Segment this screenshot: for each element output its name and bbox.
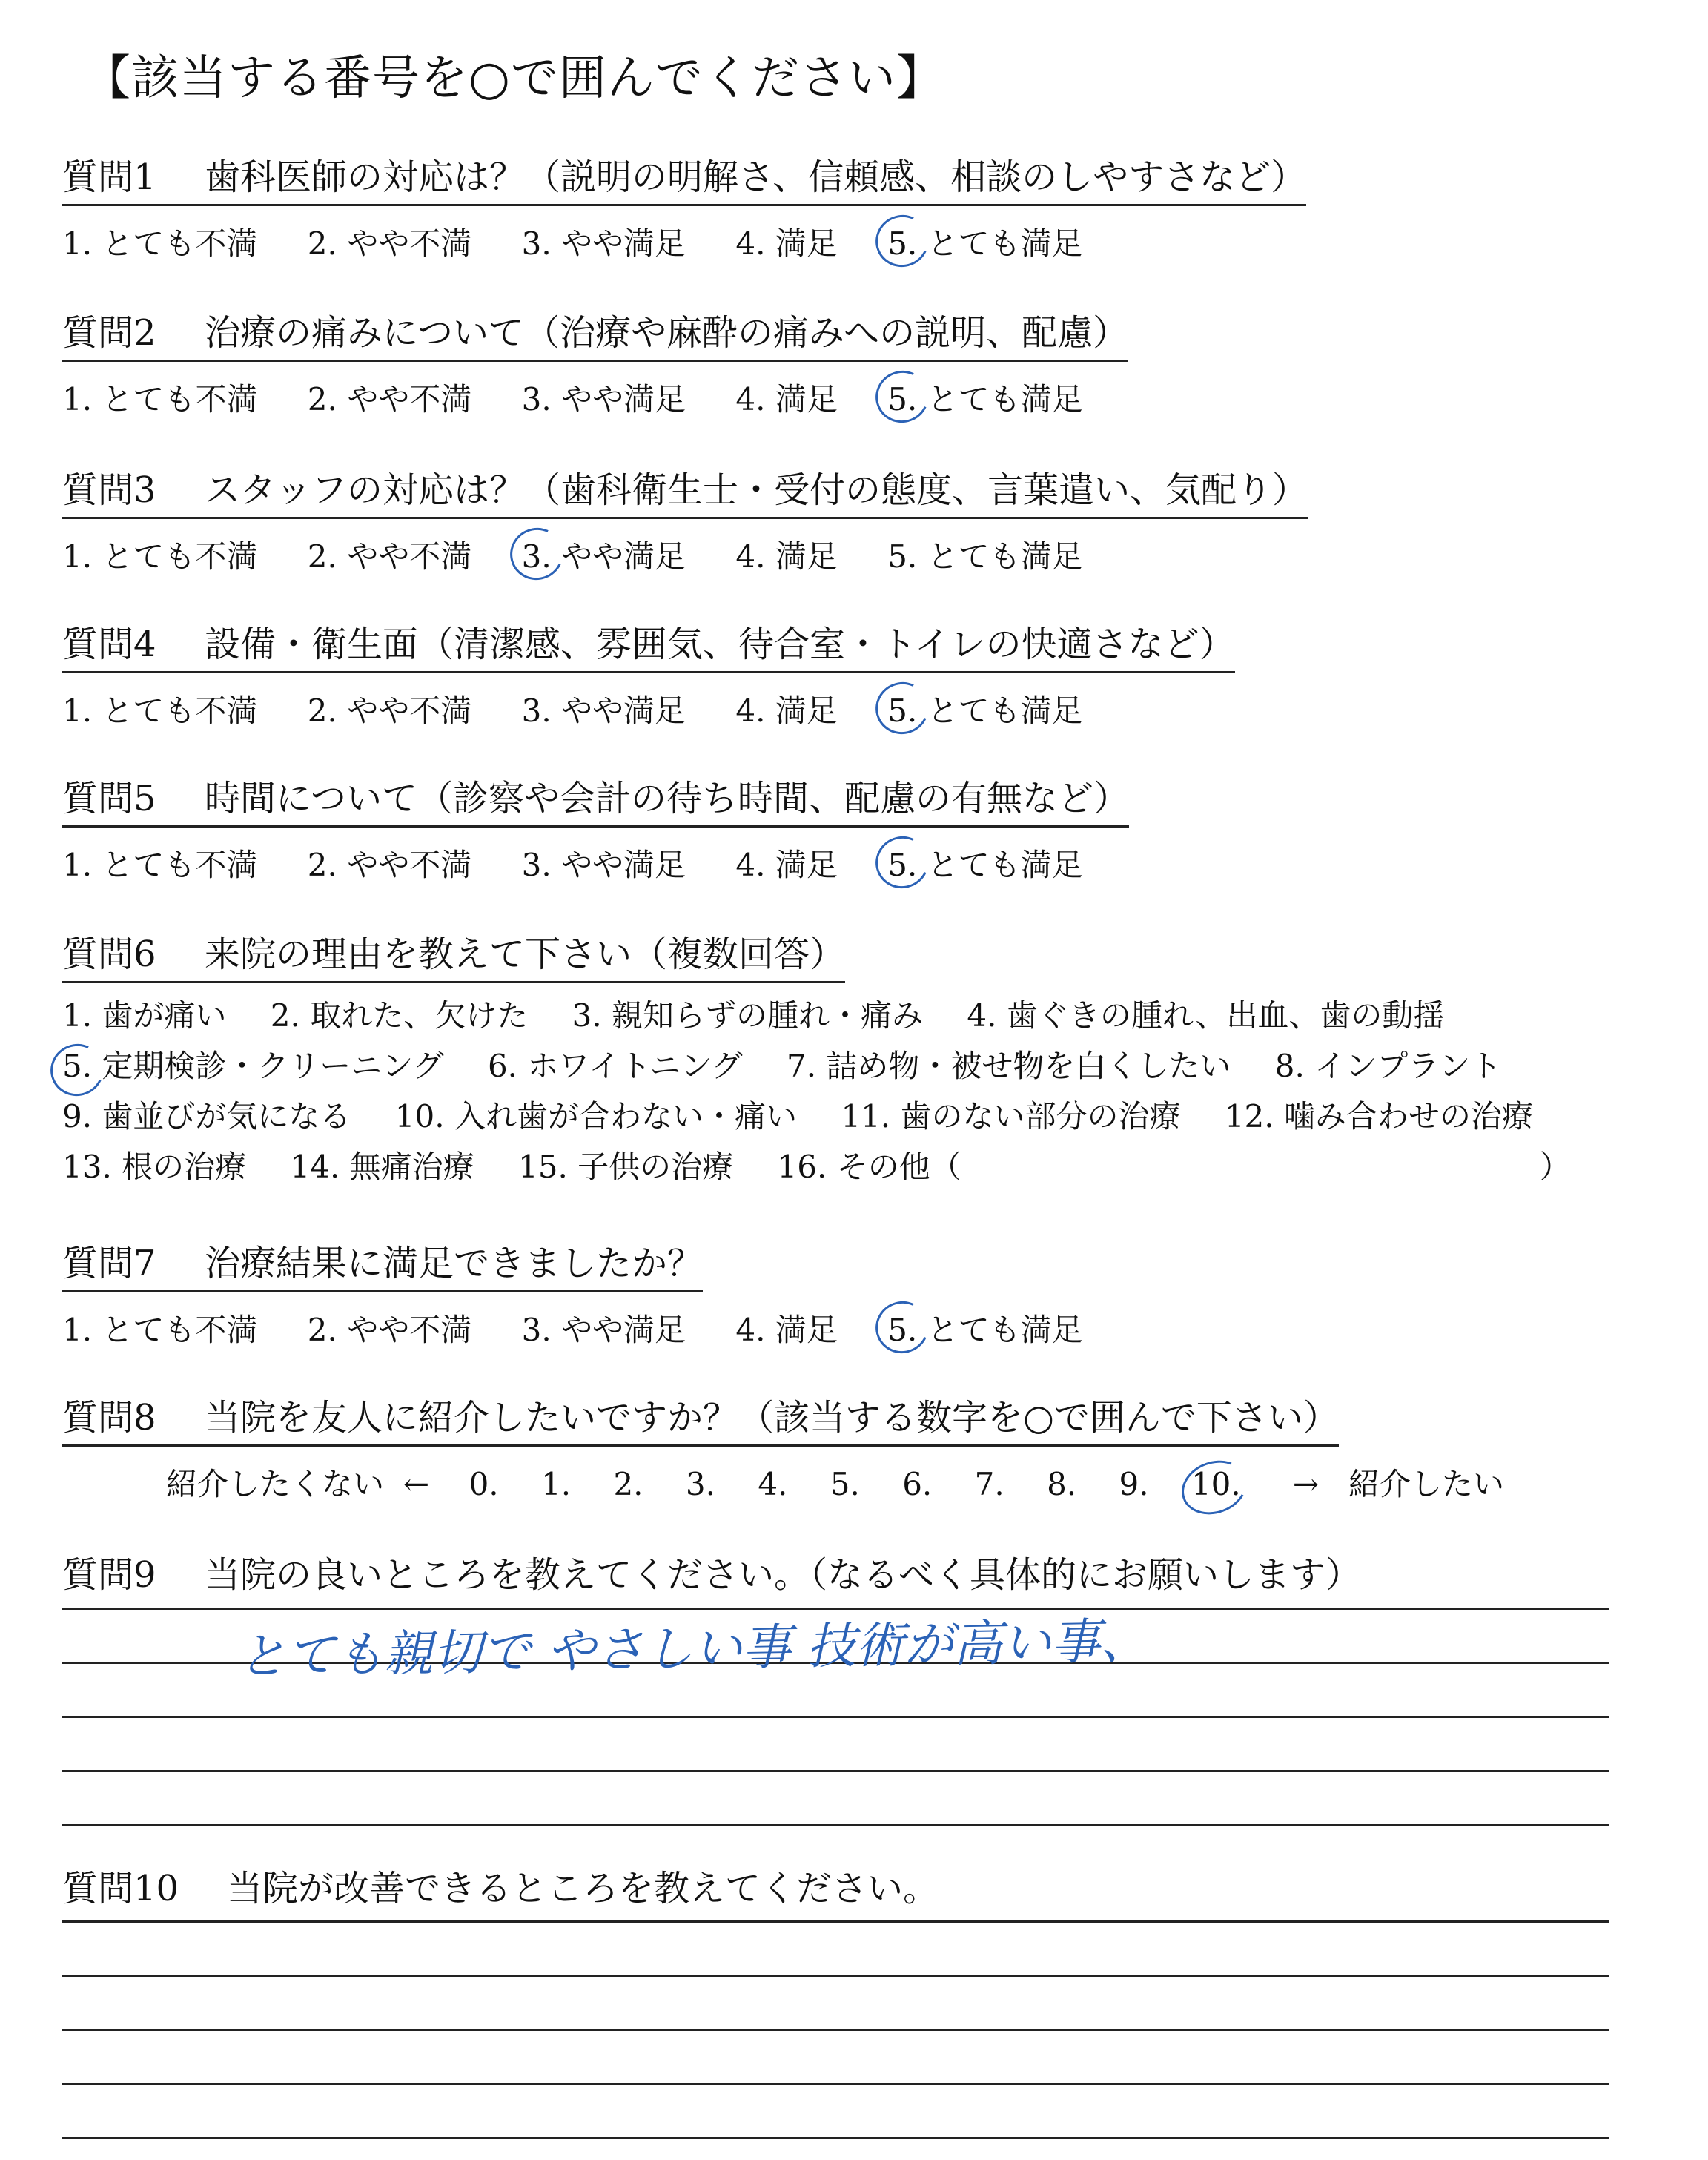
reason-option[interactable]: 8. インプラント	[1274, 1048, 1502, 1084]
hand-drawn-circle-mark	[503, 521, 571, 587]
answer-line[interactable]	[62, 1869, 1609, 1923]
question-8-text: 当院を友人に紹介したいですか？（該当する数字を○で囲んで下さい）	[205, 1397, 1339, 1439]
question-6-number: 質問6	[62, 934, 156, 975]
option-2[interactable]: 2. やや不満	[307, 1312, 472, 1348]
option-4[interactable]: 4. 満足	[735, 225, 838, 262]
question-3	[62, 461, 1308, 577]
scale-option[interactable]: 1.	[541, 1466, 572, 1502]
reason-option[interactable]: 7. 詰め物・被せ物を白くしたい	[786, 1048, 1231, 1084]
scale-option[interactable]: 7.	[974, 1466, 1004, 1502]
question-6-title	[62, 925, 845, 983]
reason-option[interactable]: 3. 親知らずの腫れ・痛み	[572, 997, 924, 1034]
option-1[interactable]: 1. とても不満	[62, 1312, 258, 1348]
question-8-scale	[166, 1460, 1504, 1505]
scale-option-selected[interactable]: 10.	[1191, 1466, 1241, 1502]
question-6-row-2	[62, 1048, 1605, 1084]
question-1-options	[62, 219, 1306, 264]
reason-option-other[interactable]: 16. その他（ ）	[777, 1149, 1571, 1185]
question-4-number: 質問4	[62, 624, 156, 665]
reason-option[interactable]: 9. 歯並びが気になる	[62, 1098, 351, 1135]
option-1[interactable]: 1. とても不満	[62, 847, 258, 883]
question-2-options	[62, 375, 1128, 420]
option-4[interactable]: 4. 満足	[735, 847, 838, 883]
option-1[interactable]: 1. とても不満	[62, 225, 258, 262]
question-2-title	[62, 304, 1128, 362]
question-2-number: 質問2	[62, 312, 156, 354]
reason-option[interactable]: 4. 歯ぐきの腫れ、出血、歯の動揺	[967, 997, 1445, 1034]
question-1-number: 質問1	[62, 156, 156, 198]
reason-option[interactable]: 12. 噛み合わせの治療	[1224, 1098, 1533, 1135]
question-1-text: 歯科医師の対応は？（説明の明解さ、信頼感、相談のしやすさなど）	[205, 156, 1307, 198]
question-3-text: スタッフの対応は？（歯科衛生士・受付の態度、言葉遣い、気配り）	[205, 469, 1308, 511]
scale-high-label: 紹介したい	[1348, 1466, 1504, 1502]
answer-line[interactable]	[62, 1718, 1609, 1772]
reason-option[interactable]: 6. ホワイトニング	[487, 1048, 743, 1084]
question-10-number: 質問10	[62, 1868, 179, 1909]
reason-option[interactable]: 2. 取れた、欠けた	[270, 997, 529, 1034]
question-8	[62, 1389, 1504, 1505]
option-5-selected[interactable]: 5. とても満足	[887, 841, 1082, 885]
hand-drawn-circle-mark	[868, 208, 936, 274]
page-title: 【該当する番号を○で囲んでください】	[83, 51, 944, 106]
question-3-title	[62, 461, 1308, 519]
scale-option[interactable]: 0.	[469, 1466, 499, 1502]
question-3-options	[62, 532, 1308, 577]
reason-option[interactable]: 14. 無痛治療	[290, 1149, 474, 1185]
question-7-title	[62, 1235, 703, 1292]
option-5[interactable]: 5. とても満足	[887, 538, 1083, 575]
hand-drawn-circle-mark	[868, 363, 936, 430]
hand-drawn-circle-mark	[43, 1037, 111, 1103]
reason-option[interactable]: 11. 歯のない部分の治療	[841, 1098, 1181, 1135]
question-5-options	[62, 841, 1129, 885]
question-4	[62, 615, 1235, 731]
question-1-title	[62, 148, 1306, 206]
option-5-selected[interactable]: 5. とても満足	[887, 375, 1082, 420]
answer-line[interactable]	[62, 2031, 1609, 2085]
scale-option[interactable]: 2.	[613, 1466, 643, 1502]
question-8-title	[62, 1389, 1339, 1447]
reason-option-selected[interactable]: 5. 定期検診・クリーニング	[62, 1048, 444, 1084]
question-2	[62, 304, 1128, 420]
scale-option[interactable]: 4.	[758, 1466, 788, 1502]
scale-option[interactable]: 9.	[1119, 1466, 1149, 1502]
question-4-text: 設備・衛生面（清潔感、雰囲気、待合室・トイレの快適さなど）	[205, 624, 1235, 665]
option-5-selected[interactable]: 5. とても満足	[887, 1306, 1082, 1350]
question-6-text: 来院の理由を教えて下さい（複数回答）	[205, 934, 846, 975]
arrow-right-icon: →	[1292, 1466, 1319, 1502]
question-6-row-1	[62, 998, 1605, 1034]
option-4[interactable]: 4. 満足	[735, 693, 838, 729]
question-4-title	[62, 615, 1235, 673]
option-2[interactable]: 2. やや不満	[307, 381, 472, 417]
question-7-text: 治療結果に満足できましたか？	[205, 1243, 704, 1284]
hand-drawn-circle-mark	[868, 675, 936, 742]
hand-drawn-circle-mark	[1174, 1452, 1255, 1524]
question-9-text: 当院の良いところを教えてください。（なるべく具体的にお願いします）	[205, 1554, 1362, 1596]
question-4-options	[62, 687, 1235, 731]
question-5-text: 時間について（診察や会計の待ち時間、配慮の有無など）	[205, 778, 1130, 819]
option-3[interactable]: 3. やや満足	[521, 225, 686, 262]
question-10-answer-area[interactable]	[62, 1869, 1609, 2139]
arrow-left-icon: ←	[403, 1466, 430, 1502]
option-1[interactable]: 1. とても不満	[62, 381, 258, 417]
question-8-number: 質問8	[62, 1397, 156, 1439]
answer-line[interactable]	[62, 1977, 1609, 2031]
option-2[interactable]: 2. やや不満	[307, 847, 472, 883]
reason-option[interactable]: 1. 歯が痛い	[62, 997, 227, 1034]
question-3-number: 質問3	[62, 469, 156, 511]
question-6-row-3	[62, 1099, 1605, 1135]
question-1	[62, 148, 1306, 264]
option-2[interactable]: 2. やや不満	[307, 693, 472, 729]
scale-option[interactable]: 8.	[1047, 1466, 1077, 1502]
option-4[interactable]: 4. 満足	[735, 381, 838, 417]
reason-option[interactable]: 10. 入れ歯が合わない・痛い	[394, 1098, 797, 1135]
hand-drawn-circle-mark	[868, 1294, 936, 1361]
reason-option[interactable]: 15. 子供の治療	[518, 1149, 734, 1185]
option-1[interactable]: 1. とても不満	[62, 538, 258, 575]
question-5-number: 質問5	[62, 778, 156, 819]
option-5-selected[interactable]: 5. とても満足	[887, 687, 1082, 731]
question-5	[62, 770, 1129, 885]
option-2[interactable]: 2. やや不満	[307, 225, 472, 262]
answer-line[interactable]	[62, 1772, 1609, 1826]
option-2[interactable]: 2. やや不満	[307, 538, 472, 575]
scale-option[interactable]: 3.	[685, 1466, 715, 1502]
question-10-text: 当院が改善できるところを教えてください。	[227, 1868, 939, 1909]
option-3-selected[interactable]: 3. やや満足	[522, 532, 686, 577]
answer-line[interactable]	[62, 1556, 1609, 1610]
question-7-number: 質問7	[62, 1243, 156, 1284]
option-3[interactable]: 3. やや満足	[521, 381, 686, 417]
question-9-number: 質問9	[62, 1554, 156, 1596]
question-5-title	[62, 770, 1129, 828]
question-6-row-4	[62, 1149, 1605, 1185]
question-9-answer-area[interactable]	[62, 1556, 1609, 1826]
question-7-options	[62, 1306, 1083, 1350]
scale-option[interactable]: 6.	[902, 1466, 933, 1502]
option-4[interactable]: 4. 満足	[735, 538, 838, 575]
answer-line[interactable]	[62, 2085, 1609, 2139]
scale-option[interactable]: 5.	[830, 1466, 860, 1502]
option-5-selected[interactable]: 5. とても満足	[887, 219, 1082, 264]
option-3[interactable]: 3. やや満足	[521, 847, 686, 883]
hand-drawn-circle-mark	[868, 829, 936, 896]
option-4[interactable]: 4. 満足	[735, 1312, 838, 1348]
reason-option[interactable]: 13. 根の治療	[62, 1149, 247, 1185]
scale-low-label: 紹介したくない	[166, 1466, 385, 1502]
question-6	[62, 925, 1605, 1185]
question-7	[62, 1235, 1083, 1350]
option-1[interactable]: 1. とても不満	[62, 693, 258, 729]
answer-line[interactable]	[62, 1923, 1609, 1977]
option-3[interactable]: 3. やや満足	[521, 1312, 686, 1348]
option-3[interactable]: 3. やや満足	[521, 693, 686, 729]
question-2-text: 治療の痛みについて（治療や麻酔の痛みへの説明、配慮）	[205, 312, 1129, 354]
question-9-handwritten-answer: とても親切で やさしい事 技術が高い事、	[236, 1612, 1150, 1685]
